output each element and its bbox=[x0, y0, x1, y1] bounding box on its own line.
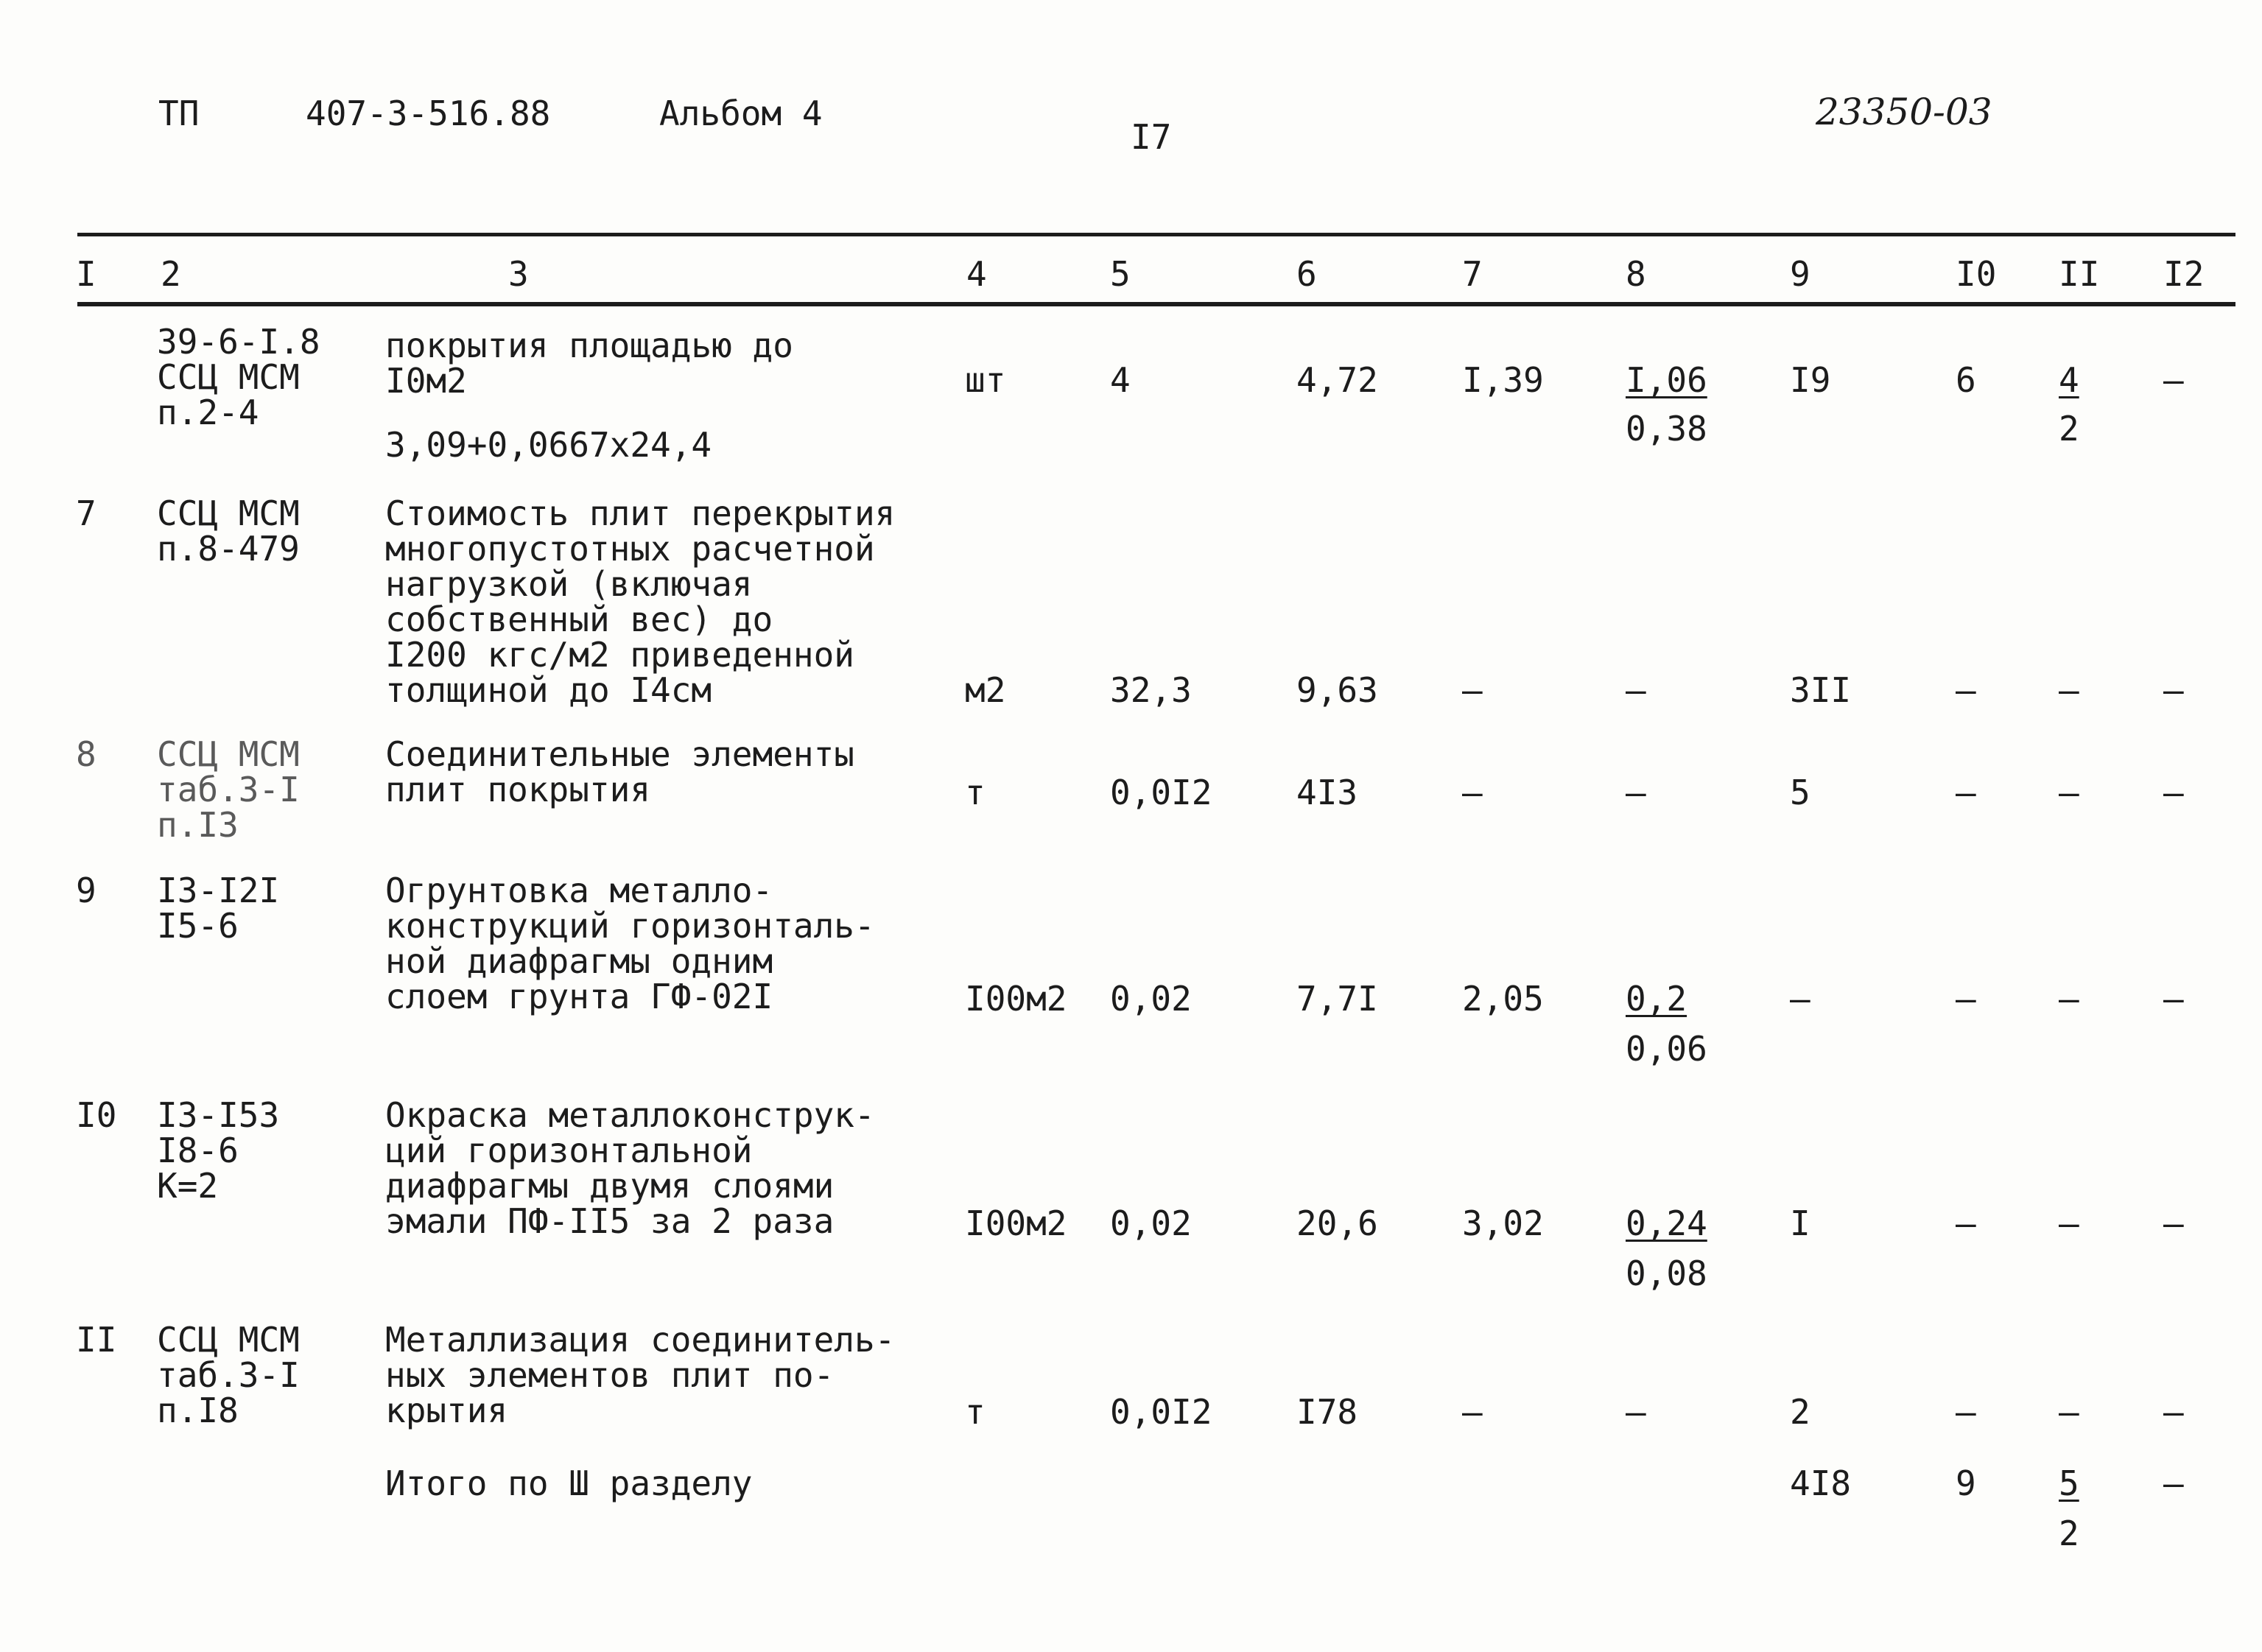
row-description: Стоимость плит перекрытия многопустотных расчетной нагрузкой (включая собственный вес) до I200 кгс/м2 приведенной толщиной до I4см bbox=[385, 493, 896, 710]
col-header-12: I2 bbox=[2163, 254, 2205, 294]
row-col8-bottom: 0,38 bbox=[1626, 409, 1707, 449]
row-col9: I9 bbox=[1790, 360, 1831, 400]
row-col8-top: 0,24 bbox=[1626, 1203, 1707, 1243]
row-col10: – bbox=[1956, 670, 1976, 710]
doc-code: ТП bbox=[158, 94, 200, 133]
row-col12: – bbox=[2163, 773, 2184, 812]
row-col9: 3II bbox=[1790, 670, 1852, 710]
row-col7: – bbox=[1462, 1392, 1483, 1432]
row-description: Соединительные элементы плит покрытия bbox=[385, 734, 854, 809]
col-header-7: 7 bbox=[1462, 254, 1483, 294]
row-col10: – bbox=[1956, 979, 1976, 1019]
row-unit: м2 bbox=[965, 670, 1006, 710]
col-header-10: I0 bbox=[1956, 254, 1997, 294]
row-col10: – bbox=[1956, 1203, 1976, 1243]
col-header-11: II bbox=[2059, 254, 2100, 294]
row-code: ССЦ МСМ таб.3-I п.I8 bbox=[157, 1320, 300, 1430]
row-col8-top: – bbox=[1626, 670, 1646, 710]
row-col8-top: – bbox=[1626, 1392, 1646, 1432]
row-col8-top: – bbox=[1626, 773, 1646, 812]
col-header-1: I bbox=[76, 254, 96, 294]
col-header-6: 6 bbox=[1296, 254, 1317, 294]
col-header-9: 9 bbox=[1790, 254, 1810, 294]
col-header-2: 2 bbox=[161, 254, 181, 294]
total-col9: 4I8 bbox=[1790, 1463, 1852, 1503]
total-col10: 9 bbox=[1956, 1463, 1976, 1503]
row-number: 8 bbox=[76, 734, 96, 774]
row-unit: т bbox=[965, 773, 986, 812]
row-number: 7 bbox=[76, 493, 96, 533]
row-col8-bottom: 0,08 bbox=[1626, 1254, 1707, 1293]
row-quantity: 0,0I2 bbox=[1110, 1392, 1212, 1432]
row-quantity: 0,0I2 bbox=[1110, 773, 1212, 812]
row-col9: 2 bbox=[1790, 1392, 1810, 1432]
row-quantity: 0,02 bbox=[1110, 1203, 1192, 1243]
row-col7: 2,05 bbox=[1462, 979, 1544, 1019]
row-col10: 6 bbox=[1956, 360, 1976, 400]
row-formula: 3,09+0,0667x24,4 bbox=[385, 425, 712, 465]
row-col6: 4,72 bbox=[1296, 360, 1378, 400]
row-col8-top: 0,2 bbox=[1626, 979, 1687, 1019]
row-number: 9 bbox=[76, 871, 96, 910]
col-header-3: 3 bbox=[508, 254, 529, 294]
row-col6: 7,7I bbox=[1296, 979, 1378, 1019]
col-header-4: 4 bbox=[966, 254, 987, 294]
row-code: ССЦ МСМ п.8-479 bbox=[157, 493, 300, 569]
row-unit: т bbox=[965, 1392, 986, 1432]
album-label: Альбом 4 bbox=[659, 94, 823, 133]
row-number: I0 bbox=[76, 1095, 117, 1135]
row-col11-top: – bbox=[2059, 979, 2079, 1019]
row-unit: I00м2 bbox=[965, 1203, 1067, 1243]
total-col11-bottom: 2 bbox=[2059, 1514, 2079, 1553]
row-col8-top: I,06 bbox=[1626, 360, 1707, 400]
row-col9: 5 bbox=[1790, 773, 1810, 812]
row-quantity: 4 bbox=[1110, 360, 1131, 400]
row-description: Огрунтовка металло- конструкций горизонталь- ной диафрагмы одним слоем грунта ГФ-02I bbox=[385, 871, 875, 1016]
col-header-5: 5 bbox=[1110, 254, 1131, 294]
row-col10: – bbox=[1956, 1392, 1976, 1432]
row-col7: I,39 bbox=[1462, 360, 1544, 400]
row-col9: I bbox=[1790, 1203, 1810, 1243]
row-col11-top: 4 bbox=[2059, 360, 2079, 400]
row-col12: – bbox=[2163, 1203, 2184, 1243]
row-col6: 20,6 bbox=[1296, 1203, 1378, 1243]
row-col11-top: – bbox=[2059, 670, 2079, 710]
row-description: Металлизация соединитель- ных элементов плит по- крытия bbox=[385, 1320, 896, 1430]
row-description: покрытия площадью до I0м2 bbox=[385, 326, 793, 401]
archive-number: 23350-03 bbox=[1816, 91, 1992, 133]
project-number: 407-3-516.88 bbox=[306, 94, 551, 133]
row-unit: шт bbox=[965, 360, 1006, 400]
row-col11-bottom: 2 bbox=[2059, 409, 2079, 449]
row-col11-top: – bbox=[2059, 1392, 2079, 1432]
total-label: Итого по Ш разделу bbox=[385, 1463, 753, 1503]
row-code: ССЦ МСМ таб.3-I п.I3 bbox=[157, 734, 300, 845]
row-code: I3-I53 I8-6 К=2 bbox=[157, 1095, 280, 1206]
row-col6: I78 bbox=[1296, 1392, 1358, 1432]
row-col8-bottom: 0,06 bbox=[1626, 1029, 1707, 1069]
row-number: II bbox=[76, 1320, 117, 1360]
row-col12: – bbox=[2163, 670, 2184, 710]
row-quantity: 0,02 bbox=[1110, 979, 1192, 1019]
row-description: Окраска металлоконструк- ций горизонтальной диафрагмы двумя слоями эмали ПФ-II5 за 2 раза bbox=[385, 1095, 875, 1241]
row-col9: – bbox=[1790, 979, 1810, 1019]
row-col12: – bbox=[2163, 979, 2184, 1019]
table-top-rule bbox=[77, 233, 2235, 236]
row-unit: I00м2 bbox=[965, 979, 1067, 1019]
row-col12: – bbox=[2163, 1392, 2184, 1432]
row-col11-top: – bbox=[2059, 773, 2079, 812]
col-header-8: 8 bbox=[1626, 254, 1646, 294]
row-code: I3-I2I I5-6 bbox=[157, 871, 280, 946]
row-col6: 9,63 bbox=[1296, 670, 1378, 710]
row-col6: 4I3 bbox=[1296, 773, 1358, 812]
row-col10: – bbox=[1956, 773, 1976, 812]
page-number: I7 bbox=[1131, 117, 1172, 157]
row-col7: – bbox=[1462, 670, 1483, 710]
row-col11-top: – bbox=[2059, 1203, 2079, 1243]
row-col12: – bbox=[2163, 360, 2184, 400]
total-col12: – bbox=[2163, 1463, 2184, 1503]
header-bottom-rule bbox=[77, 302, 2235, 306]
total-col11-top: 5 bbox=[2059, 1463, 2079, 1503]
row-quantity: 32,3 bbox=[1110, 670, 1192, 710]
row-col7: – bbox=[1462, 773, 1483, 812]
row-code: 39-6-I.8 ССЦ МСМ п.2-4 bbox=[157, 322, 320, 432]
row-col7: 3,02 bbox=[1462, 1203, 1544, 1243]
